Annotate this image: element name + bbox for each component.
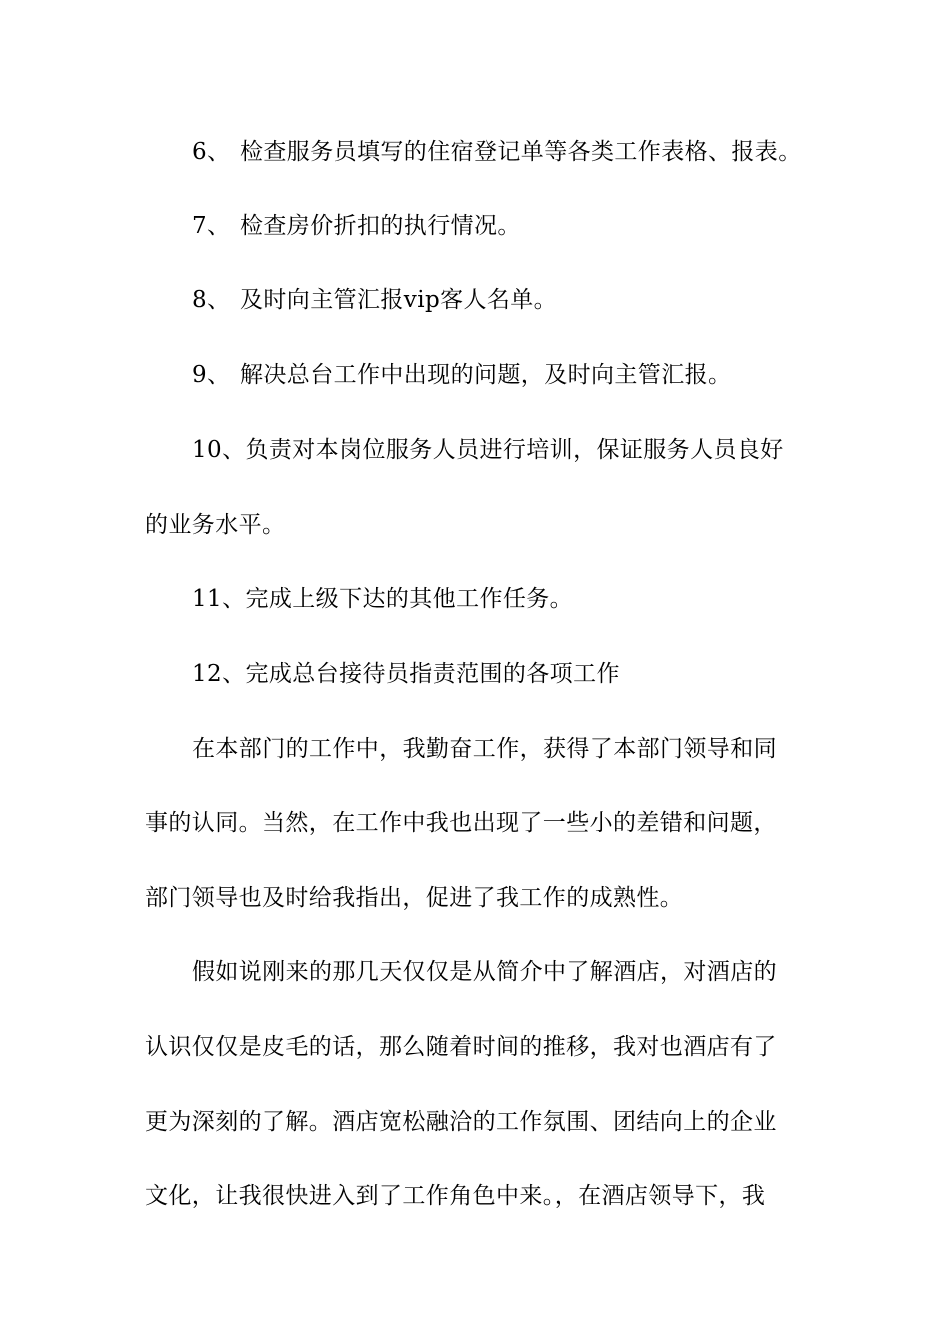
paragraph-2-line-4: 文化，让我很快进入到了工作角色中来。，在酒店领导下，我 xyxy=(145,1183,766,1209)
list-item-10-line-1: 10、负责对本岗位服务人员进行培训，保证服务人员良好 xyxy=(192,437,784,463)
list-item-number: 8、 xyxy=(192,287,231,313)
list-item-12: 12、完成总台接待员指责范围的各项工作 xyxy=(192,661,620,687)
list-item-8 xyxy=(192,285,857,315)
list-item-11: 11、完成上级下达的其他工作任务。 xyxy=(192,586,574,612)
list-item-number: 9、 xyxy=(192,362,231,388)
list-item-number: 7、 xyxy=(192,213,231,239)
paragraph-1-line-1: 在本部门的工作中，我勤奋工作，获得了本部门领导和同 xyxy=(192,736,777,762)
paragraph-1-line-2: 事的认同。当然，在工作中我也出现了一些小的差错和问题， xyxy=(145,810,777,836)
list-item-number: 6、 xyxy=(192,139,231,165)
list-item-6 xyxy=(192,137,857,167)
list-item-text: 解决总台工作中出现的问题，及时向主管汇报。 xyxy=(240,362,732,388)
list-item-text: 及时向主管汇报vip客人名单。 xyxy=(240,287,558,313)
list-item-10-line-2: 的业务水平。 xyxy=(145,512,286,538)
paragraph-1-line-3: 部门领导也及时给我指出，促进了我工作的成熟性。 xyxy=(145,885,684,911)
list-item-text: 检查房价折扣的执行情况。 xyxy=(240,213,521,239)
paragraph-2-line-2: 认识仅仅是皮毛的话，那么随着时间的推移，我对也酒店有了 xyxy=(145,1034,777,1060)
list-item-text: 检查服务员填写的住宿登记单等各类工作表格、报表。 xyxy=(240,139,802,165)
list-item-9 xyxy=(192,360,857,390)
paragraph-2-line-1: 假如说刚来的那几天仅仅是从简介中了解酒店，对酒店的 xyxy=(192,959,777,985)
paragraph-2-line-3: 更为深刻的了解。酒店宽松融洽的工作氛围、团结向上的企业 xyxy=(145,1109,777,1135)
list-item-7 xyxy=(192,211,857,241)
